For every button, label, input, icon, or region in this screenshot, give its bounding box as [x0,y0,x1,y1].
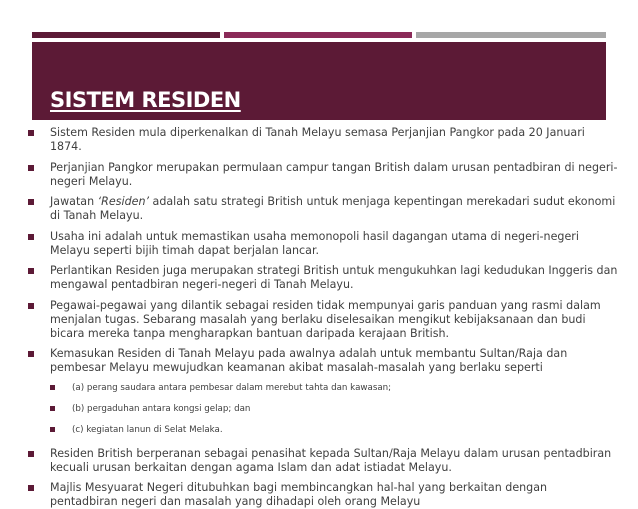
bullet-item [22,195,618,223]
square-bullet-icon [28,451,34,457]
square-bullet-icon [50,427,55,432]
bullet-text: Residen British berperanan sebagai penasihat kepada Sultan/Raja Melayu dalam urusan pentadbiran kecuali urusan berkaitan dengan agama Islam dan adat istiadat Melayu. [50,446,612,474]
slide-title: SISTEM RESIDEN [50,88,241,112]
sub-bullet-text: (c) kegiatan lanun di Selat Melaka. [72,424,223,435]
bullet-item [22,230,618,258]
square-bullet-icon [28,165,34,171]
bullet-text: Perlantikan Residen juga merupakan strategi British untuk mengukuhkan lagi kedudukan Inggeris dan mengawal pentadbiran negeri-negeri di Tanah Melayu. [50,264,618,291]
square-bullet-icon [28,199,34,205]
top-accent-bar-2 [224,32,412,38]
bullet-item [22,264,618,292]
bullet-text-part: Jawatan [50,195,98,208]
sub-bullet-item [22,382,618,394]
bullet-text-emphasis: ‘Residen’ [97,195,150,208]
sub-bullet-text: (b) pergaduhan antara kongsi gelap; dan [72,403,251,414]
square-bullet-icon [28,234,34,240]
bullet-list [22,126,618,509]
square-bullet-icon [28,485,34,491]
bullet-item [22,299,618,341]
bullet-item [22,347,618,375]
bullet-text: Perjanjian Pangkor merupakan permulaan campur tangan British dalam urusan pentadbiran di negeri-negeri Melayu. [50,160,618,188]
square-bullet-icon [50,406,55,411]
square-bullet-icon [28,130,34,136]
bullet-text: Usaha ini adalah untuk memastikan usaha memonopoli hasil dagangan utama di negeri-negeri Melayu seperti bijih timah dapat berjalan lancar. [50,229,579,257]
square-bullet-icon [28,351,34,357]
bullet-item [22,481,618,509]
sub-bullet-text: (a) perang saudara antara pembesar dalam merebut tahta dan kawasan; [72,382,392,393]
bullet-text: Sistem Residen mula diperkenalkan di Tanah Melayu semasa Perjanjian Pangkor pada 20 Januari 1874. [50,126,585,153]
square-bullet-icon [28,268,34,274]
sub-bullet-item [22,424,618,436]
square-bullet-icon [50,385,55,390]
bullet-text: Pegawai-pegawai yang dilantik sebagai residen tidak mempunyai garis panduan yang rasmi dalam menjalan tugas. Sebarang masalah yang berlaku diselesaikan mengikut kebijaksanaan dan budi bicara mereka tanpa mengharapkan bantuan daripada kerajaan British. [50,298,601,340]
bullet-item [22,161,618,189]
bullet-item [22,447,618,475]
bullet-text: Kemasukan Residen di Tanah Melayu pada awalnya adalah untuk membantu Sultan/Raja dan pembesar Melayu mewujudkan keamanan akibat masalah-masalah yang berlaku seperti [50,347,568,374]
top-accent-bar-1 [32,32,220,38]
bullet-text-part: adalah satu strategi British untuk menjaga kepentingan merekadari sudut ekonomi di Tanah Melayu. [50,195,616,222]
top-accent-bar-3 [416,32,606,38]
bullet-item [22,126,618,154]
title-band [32,42,606,120]
bullet-text: Majlis Mesyuarat Negeri ditubuhkan bagi membincangkan hal-hal yang berkaitan dengan pentadbiran negeri dan masalah yang dihadapi oleh orang Melayu [50,481,548,508]
sub-bullet-item [22,403,618,415]
square-bullet-icon [28,303,34,309]
